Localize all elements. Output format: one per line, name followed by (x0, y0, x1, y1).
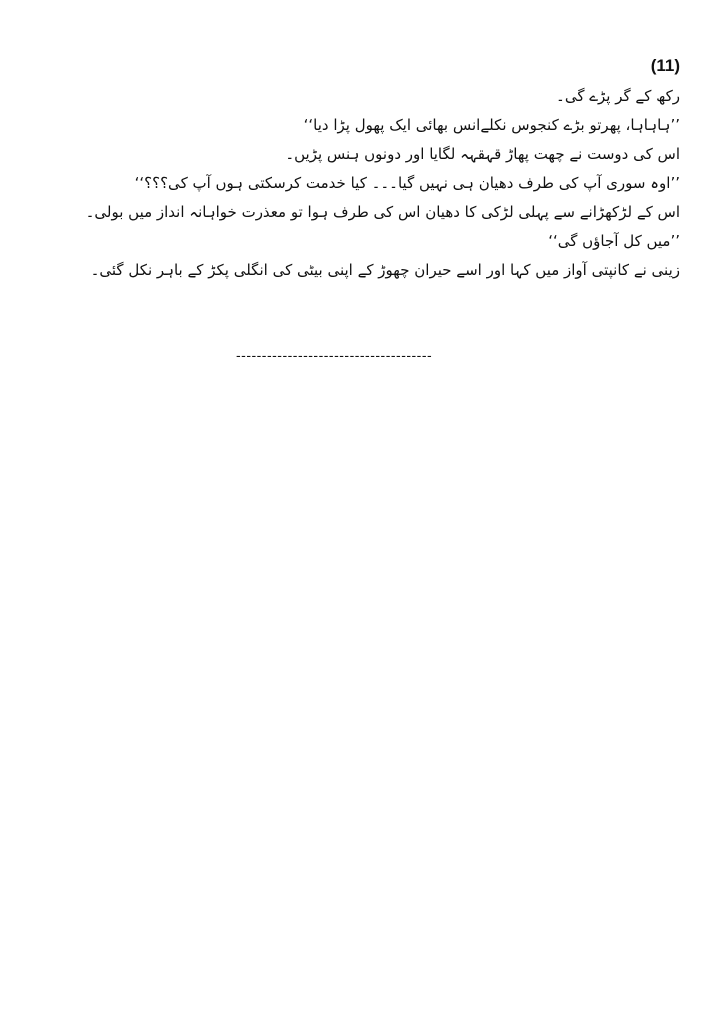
urdu-text-block (85, 86, 680, 289)
paragraph-line: ’’ہاہاہا، پھرتو بڑے کنجوس نکلےانس بھائی ایک پھول پڑا دیا‘‘ (303, 116, 680, 134)
paragraph-line: رکھ کے گر پڑے گی۔ (556, 87, 680, 105)
paragraph-line: زینی نے کانپتی آواز میں کہا اور اسے حیران چھوڑ کے اپنی بیٹی کی انگلی پکڑ کے باہر نکل گئی۔ (90, 261, 680, 279)
paragraph-line: اس کی دوست نے چھت پھاڑ قہقہہ لگایا اور دونوں ہنس پڑیں۔ (285, 145, 680, 163)
paragraph-line: اس کے لڑکھڑانے سے پہلی لڑکی کا دھیان اس کی طرف ہوا تو معذرت خواہانہ انداز میں بولی۔ (85, 203, 680, 221)
page-number: (11) (650, 56, 680, 75)
section-separator: -------------------------------------- (236, 347, 433, 363)
paragraph-line: ’’اوہ سوری آپ کی طرف دھیان ہی نہیں گیا۔۔۔ کیا خدمت کرسکتی ہوں آپ کی؟؟؟‘‘ (134, 174, 680, 192)
paragraph-line: ’’میں کل آجاؤں گی‘‘ (548, 232, 680, 250)
